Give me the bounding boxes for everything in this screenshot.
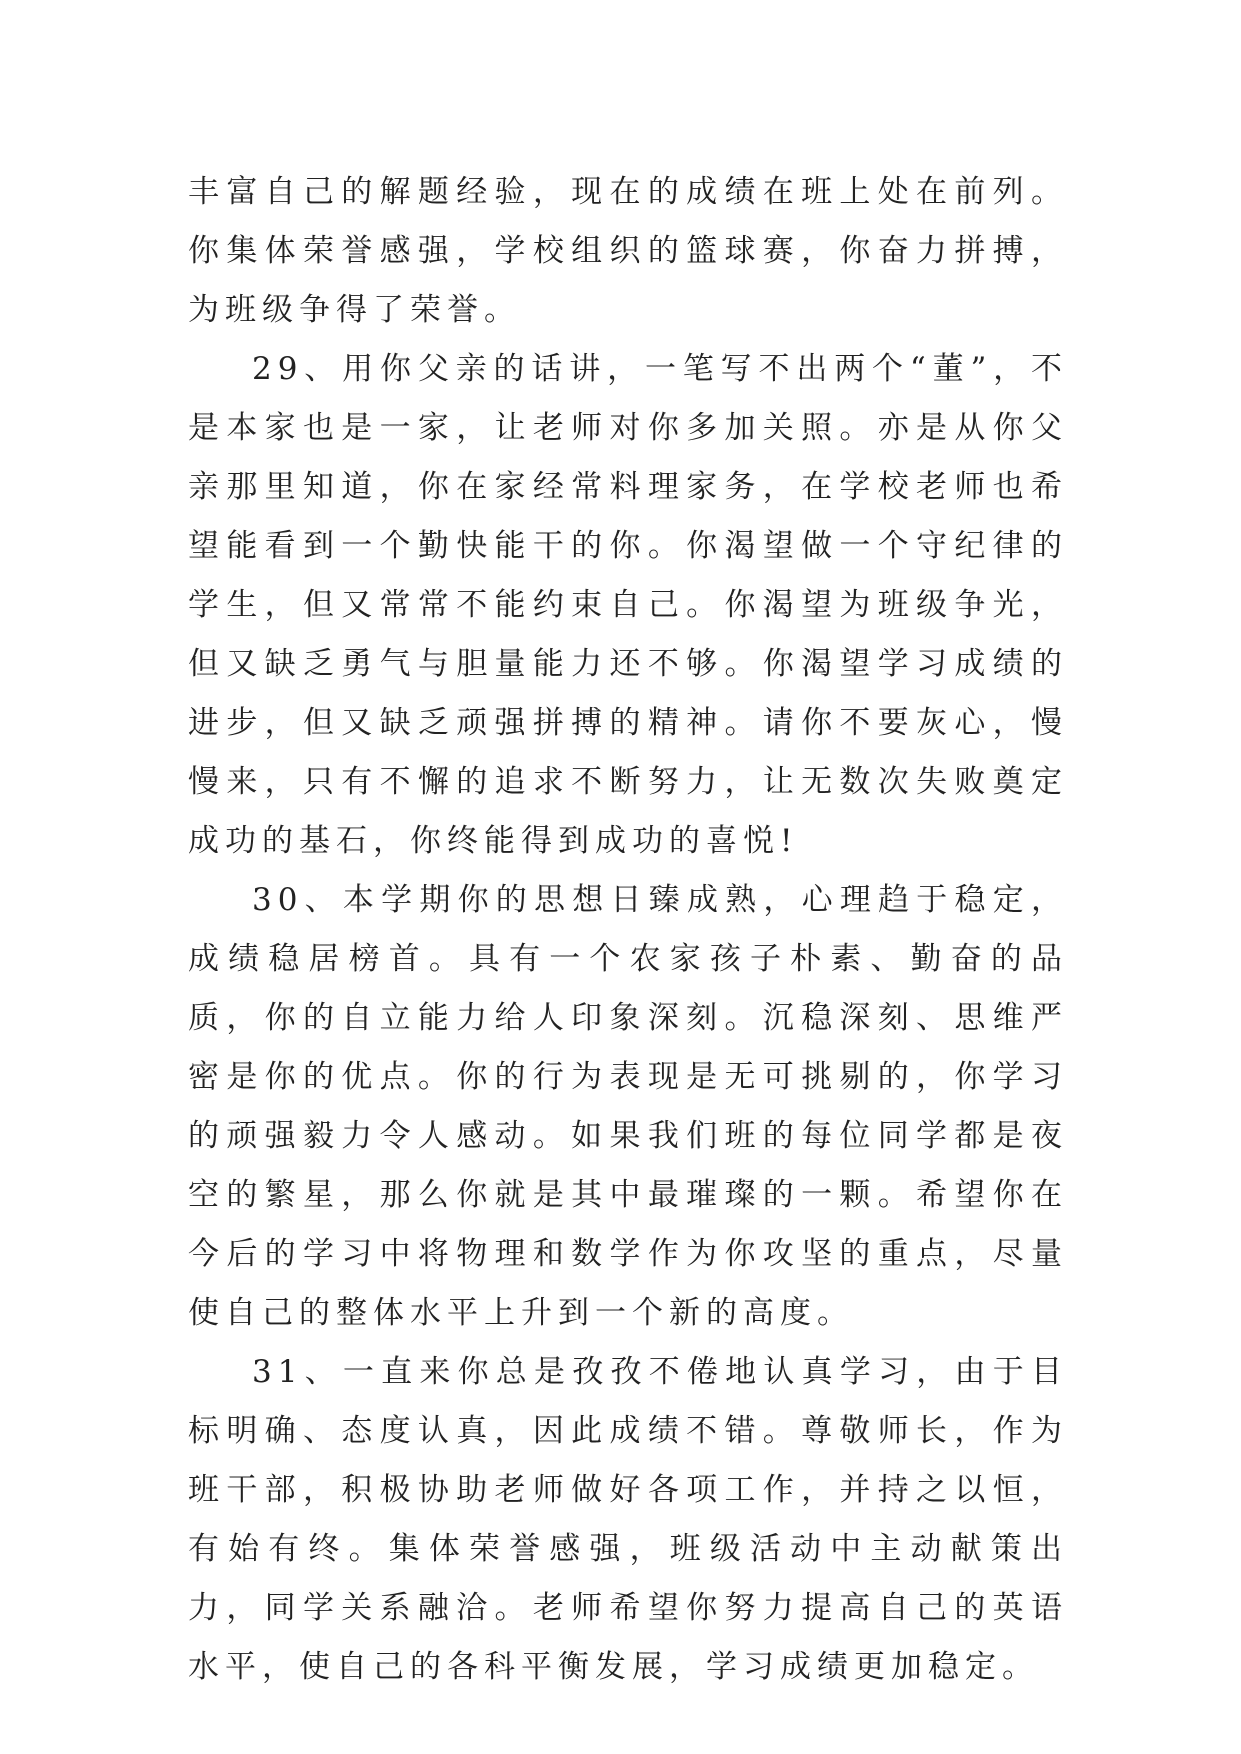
document-page [188,163,1068,1697]
paragraph-30: 30、本学期你的思想日臻成熟，心理趋于稳定，成绩稳居榜首。具有一个农家孩子朴素、勤奋的品质，你的自立能力给人印象深刻。沉稳深刻、思维严密是你的优点。你的行为表现是无可挑剔的，你学习的顽强毅力令人感动。如果我们班的每位同学都是夜空的繁星，那么你就是其中最璀璨的一颗。希望你在今后的学习中将物理和数学作为你攻坚的重点，尽量使自己的整体水平上升到一个新的高度。 [188,882,1068,1331]
paragraph-29: 29、用你父亲的话讲，一笔写不出两个“董”，不是本家也是一家，让老师对你多加关照。亦是从你父亲那里知道，你在家经常料理家务，在学校老师也希望能看到一个勤快能干的你。你渴望做一个守纪律的学生，但又常常不能约束自己。你渴望为班级争光，但又缺乏勇气与胆量能力还不够。你渴望学习成绩的进步，但又缺乏顽强拼搏的精神。请你不要灰心，慢慢来，只有不懈的追求不断努力，让无数次失败奠定成功的基石，你终能得到成功的喜悦! [188,351,1068,859]
paragraph-continued: 丰富自己的解题经验，现在的成绩在班上处在前列。你集体荣誉感强，学校组织的篮球赛，你奋力拼搏，为班级争得了荣誉。 [188,174,1068,328]
paragraph-31: 31、一直来你总是孜孜不倦地认真学习，由于目标明确、态度认真，因此成绩不错。尊敬师长，作为班干部，积极协助老师做好各项工作，并持之以恒，有始有终。集体荣誉感强，班级活动中主动献策出力，同学关系融洽。老师希望你努力提高自己的英语水平，使自己的各科平衡发展，学习成绩更加稳定。 [188,1354,1068,1685]
